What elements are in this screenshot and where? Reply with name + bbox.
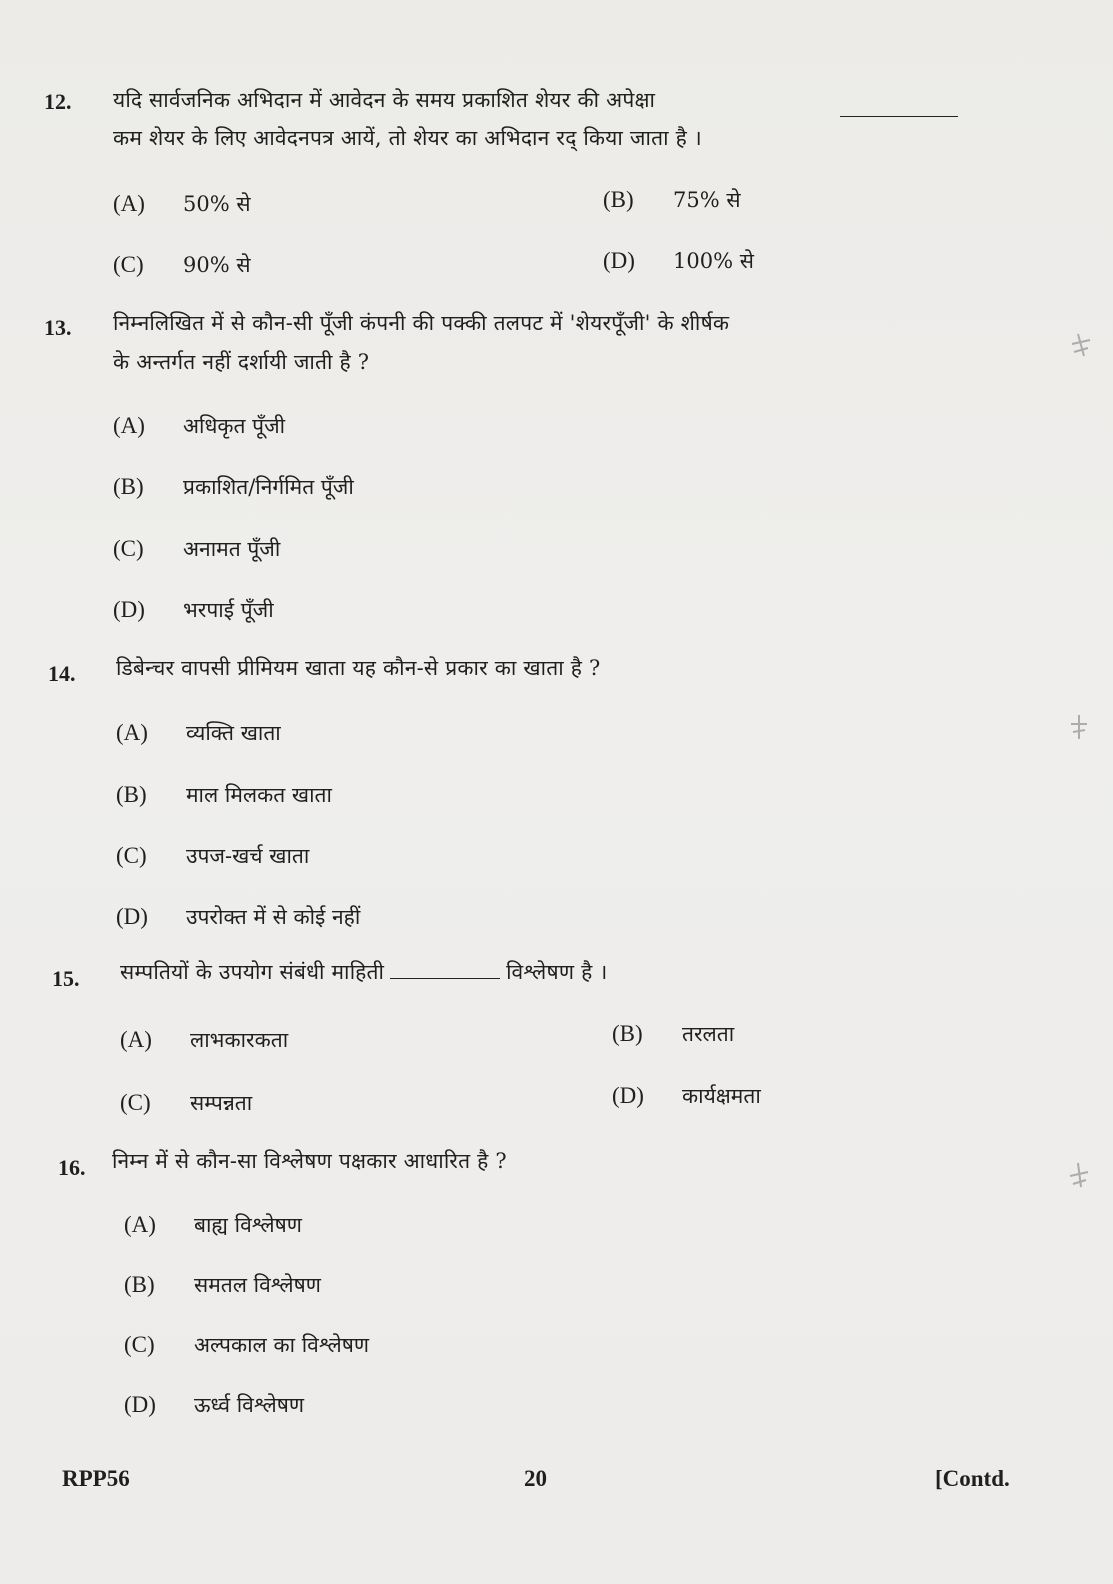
question-12-number: 12. <box>44 89 72 114</box>
option-text: 100% से <box>673 249 754 273</box>
option-label: (D) <box>603 248 635 273</box>
question-12-option-a <box>113 190 251 218</box>
option-text: उपज-खर्च खाता <box>186 844 310 868</box>
question-13-line-2: के अन्तर्गत नहीं दर्शायी जाती है ? <box>113 350 370 374</box>
option-text: ऊर्ध्व विश्लेषण <box>194 1393 305 1417</box>
option-label: (B) <box>124 1272 155 1297</box>
question-14-option-a <box>116 719 281 747</box>
option-label: (B) <box>113 474 144 499</box>
question-15-blank <box>390 978 500 979</box>
question-16-number: 16. <box>58 1155 86 1180</box>
question-12-line-1: यदि सार्वजनिक अभिदान में आवेदन के समय प्रकाशित शेयर की अपेक्षा <box>113 88 656 112</box>
question-13-option-a <box>113 412 285 440</box>
option-text: 75% से <box>673 188 741 212</box>
question-12-option-d <box>603 247 754 275</box>
question-14-number: 14. <box>48 661 76 686</box>
question-15-option-a <box>120 1026 288 1054</box>
option-label: (D) <box>124 1392 156 1417</box>
option-label: (D) <box>113 597 145 622</box>
option-text: उपरोक्त में से कोई नहीं <box>186 905 361 929</box>
option-label: (A) <box>124 1212 156 1237</box>
question-12-blank <box>840 116 958 117</box>
option-text: बाह्य विश्लेषण <box>194 1213 302 1237</box>
option-label: (D) <box>612 1083 644 1108</box>
question-13-option-b <box>113 473 354 501</box>
question-14-option-c <box>116 842 309 870</box>
option-label: (C) <box>124 1332 155 1357</box>
scan-mark-icon <box>1068 712 1090 742</box>
option-label: (B) <box>603 187 634 212</box>
option-text: भरपाई पूँजी <box>183 598 274 622</box>
question-16-line-1: निम्न में से कौन-सा विश्लेषण पक्षकार आधारित है ? <box>112 1149 507 1173</box>
question-13-number: 13. <box>44 315 72 340</box>
question-16-option-b <box>124 1271 321 1299</box>
question-13-option-d <box>113 596 274 624</box>
option-label: (A) <box>113 413 145 438</box>
scan-mark-icon <box>1068 1160 1090 1190</box>
question-15-option-d <box>612 1082 761 1110</box>
question-16-option-d <box>124 1391 304 1419</box>
option-label: (D) <box>116 904 148 929</box>
question-16-option-a <box>124 1211 302 1239</box>
question-16-option-c <box>124 1331 369 1359</box>
option-label: (C) <box>120 1090 151 1115</box>
option-label: (B) <box>116 782 147 807</box>
option-text: सम्पन्नता <box>190 1091 253 1115</box>
question-15-text-before-blank: सम्पतियों के उपयोग संबंधी माहिती <box>120 960 385 984</box>
option-text: अधिकृत पूँजी <box>183 414 286 438</box>
option-text: प्रकाशित/निर्गमित पूँजी <box>183 475 354 499</box>
option-text: माल मिलकत खाता <box>186 783 332 807</box>
option-text: व्यक्ति खाता <box>186 721 281 745</box>
question-13-line-1: निम्नलिखित में से कौन-सी पूँजी कंपनी की पक्की तलपट में 'शेयरपूँजी' के शीर्षक <box>113 311 730 335</box>
question-15-option-c <box>120 1089 252 1117</box>
option-label: (B) <box>612 1021 643 1046</box>
option-label: (A) <box>113 191 145 216</box>
option-text: लाभकारकता <box>190 1028 289 1052</box>
option-text: अनामत पूँजी <box>183 537 281 561</box>
question-12-option-c <box>113 251 251 279</box>
question-14-option-b <box>116 781 332 809</box>
option-label: (A) <box>116 720 148 745</box>
question-14-line-1: डिबेन्चर वापसी प्रीमियम खाता यह कौन-से प्रकार का खाता है ? <box>116 656 601 680</box>
option-text: 50% से <box>183 192 251 216</box>
question-15-text-after-blank: विश्लेषण है । <box>506 960 608 984</box>
question-13-option-c <box>113 535 280 563</box>
option-text: 90% से <box>183 253 251 277</box>
question-15-option-b <box>612 1020 734 1048</box>
question-14-option-d <box>116 903 360 931</box>
question-12-option-b <box>603 186 741 214</box>
option-label: (C) <box>113 536 144 561</box>
continued-marker: [Contd. <box>935 1466 1010 1491</box>
option-text: तरलता <box>682 1022 735 1046</box>
option-text: समतल विश्लेषण <box>194 1273 321 1297</box>
option-text: कार्यक्षमता <box>682 1084 761 1108</box>
option-text: अल्पकाल का विश्लेषण <box>194 1333 370 1357</box>
paper-code: RPP56 <box>62 1466 130 1491</box>
question-15-line-1 <box>120 958 608 986</box>
question-15-number: 15. <box>52 966 80 991</box>
question-12-line-2: कम शेयर के लिए आवेदनपत्र आयें, तो शेयर का अभिदान रद् किया जाता है । <box>113 126 702 150</box>
scan-mark-icon <box>1070 330 1092 360</box>
option-label: (A) <box>120 1027 152 1052</box>
option-label: (C) <box>116 843 147 868</box>
page-number: 20 <box>524 1466 547 1491</box>
option-label: (C) <box>113 252 144 277</box>
